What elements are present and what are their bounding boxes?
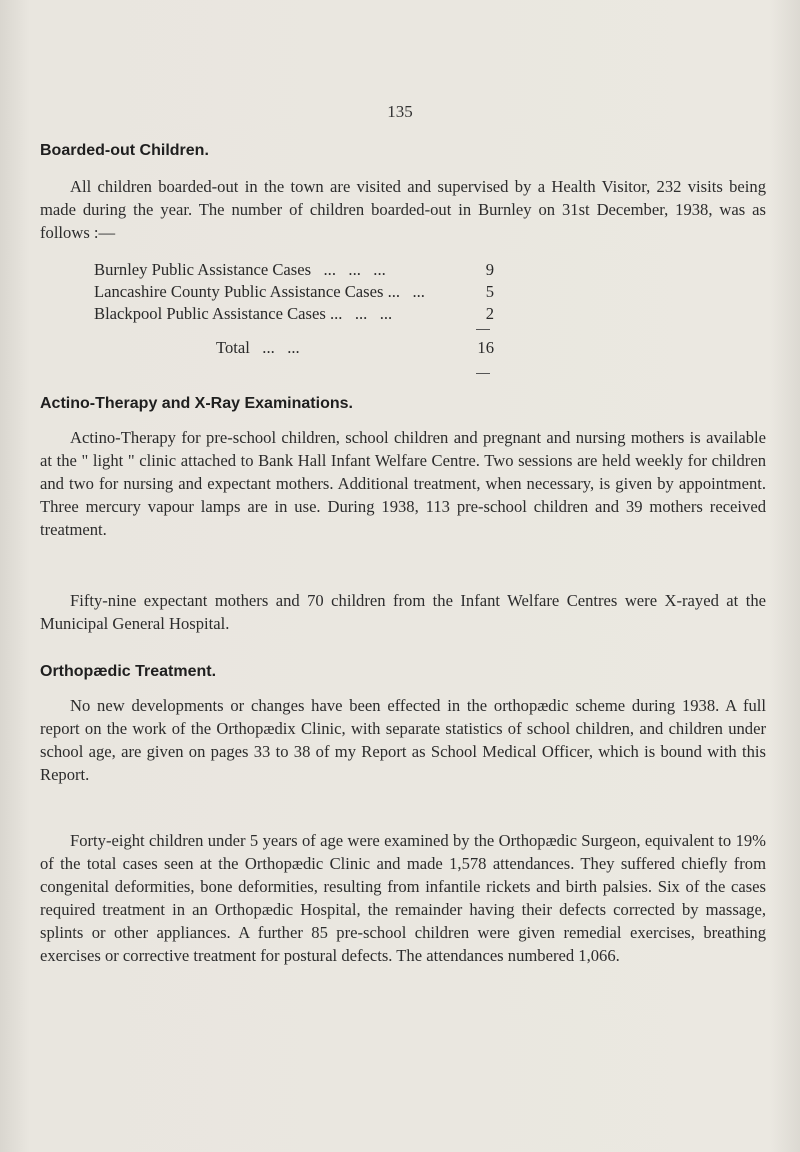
list-item-value: 2 xyxy=(485,304,494,323)
sum-rule-top xyxy=(476,329,490,330)
list-item-label: Burnley Public Assistance Cases ... ... ... xyxy=(94,260,386,279)
list-item-label: Lancashire County Public Assistance Cases ... ... xyxy=(94,282,425,301)
sum-rule-bottom xyxy=(476,373,490,374)
list-item-value: 5 xyxy=(485,282,494,301)
total-row xyxy=(94,338,494,358)
list-item xyxy=(94,281,494,303)
total-value: 16 xyxy=(477,338,494,357)
actino-therapy-paragraph: Actino-Therapy for pre-school children, school children and pregnant and nursing mothers is available at the " light " clinic attached to Bank Hall Infant Welfare Centre. Two sessions are held weekly for children and two for nursing and expectant mothers. Additional treatment, when necessary, is given by appointment. Three mercury vapour lamps are in use. During 1938, 113 pre-school children and 39 mothers received treatment. xyxy=(40,428,766,539)
boarded-out-list xyxy=(94,259,494,325)
list-item-value: 9 xyxy=(485,260,494,279)
list-item-label: Blackpool Public Assistance Cases ... ... ... xyxy=(94,304,393,323)
total-label: Total ... ... xyxy=(216,338,300,357)
list-item xyxy=(94,303,494,325)
orthopaedic-paragraph-2: Forty-eight children under 5 years of age were examined by the Orthopædic Surgeon, equivalent to 19% of the total cases seen at the Orthopædic Clinic and made 1,578 attendances. They suffered chiefly from congenital deformities, bone deformities, resulting from infantile rickets and birth palsies. Six of the cases required treatment in an Orthopædic Hospital, the remainder having their defects corrected by massage, splints or other appliances. A further 85 pre-school children were given remedial exercises, breathing exercises or corrective treatment for postural defects. The attendances numbered 1,066. xyxy=(40,831,766,965)
page-number: 135 xyxy=(387,102,413,121)
boarded-out-heading: Boarded-out Children. xyxy=(40,142,209,159)
boarded-out-intro: All children boarded-out in the town are visited and supervised by a Health Visitor, 232 visits being made during the year. The number of children boarded-out in Burnley on 31st December, 1938, was as follows :— xyxy=(40,177,766,242)
orthopaedic-heading: Orthopædic Treatment. xyxy=(40,663,217,680)
actino-therapy-heading: Actino-Therapy and X-Ray Examinations. xyxy=(40,395,353,412)
xray-paragraph: Fifty-nine expectant mothers and 70 children from the Infant Welfare Centres were X-rayed at the Municipal General Hospital. xyxy=(40,591,766,633)
list-item xyxy=(94,259,494,281)
orthopaedic-paragraph-1: No new developments or changes have been effected in the orthopædic scheme during 1938. A full report on the work of the Orthopædix Clinic, with separate statistics of school children, and children under school age, are given on pages 33 to 38 of my Report as School Medical Officer, which is bound with this Report. xyxy=(40,696,766,784)
